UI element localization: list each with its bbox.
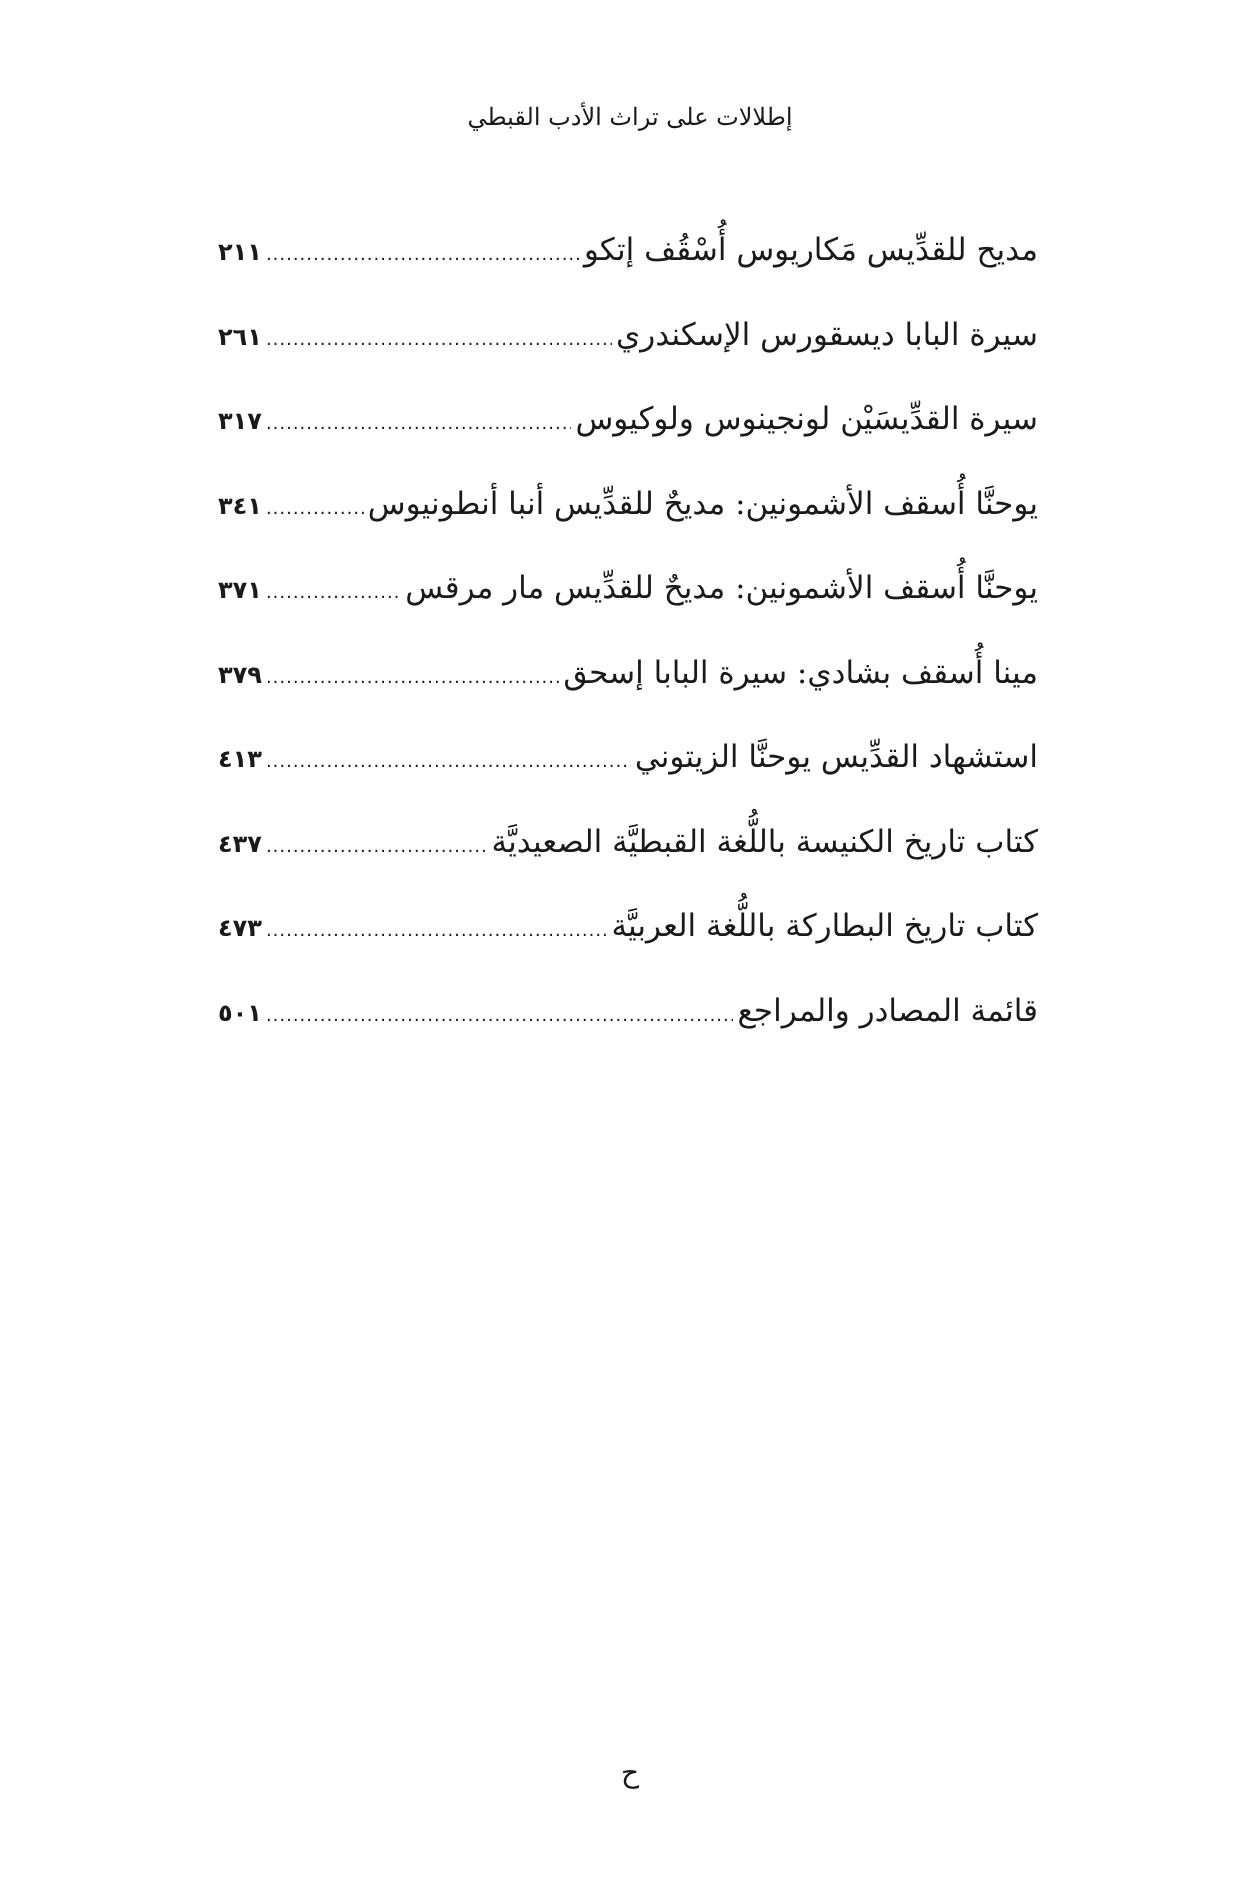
- toc-entry-page: ٤٧٣: [218, 914, 262, 942]
- toc-dot-leader: [266, 571, 401, 615]
- toc-dot-leader: [266, 487, 364, 531]
- toc-dot-leader: [266, 318, 612, 362]
- toc-entry: [218, 904, 1038, 989]
- toc-entry-title: سيرة البابا ديسقورس الإسكندري: [615, 316, 1038, 353]
- toc-entry-page: ٥٠١: [218, 998, 262, 1027]
- toc-entry-page: ٤٣٧: [218, 829, 262, 858]
- toc-entry: [218, 228, 1038, 313]
- toc-entry: [218, 651, 1038, 736]
- toc-entry: [218, 735, 1038, 820]
- toc-entry: [218, 566, 1038, 651]
- toc-entry-page: ٣٧١: [218, 576, 262, 604]
- toc-entry-page: ٣١٧: [218, 407, 262, 435]
- toc-dot-leader: [266, 656, 559, 700]
- toc-entry-page: ٣٧٩: [218, 660, 262, 689]
- toc-dot-leader: [266, 825, 488, 869]
- toc-entry: [218, 820, 1038, 905]
- toc-entry-title: استشهاد القدِّيس يوحنَّا الزيتوني: [634, 739, 1038, 775]
- toc-entry-title: يوحنَّا أُسقف الأشمونين: مديحٌ للقدِّيس مار مرقس: [405, 570, 1038, 606]
- toc-dot-leader: [266, 994, 733, 1038]
- toc-entry-page: ٢٦١: [218, 322, 262, 351]
- toc-entry-title: مينا أُسقف بشادي: سيرة البابا إسحق: [563, 654, 1038, 691]
- toc-entry-title: سيرة القدِّيسَيْن لونجينوس ولوكيوس: [575, 401, 1038, 437]
- toc-entry-page: ٣٤١: [218, 491, 262, 520]
- toc-entry: [218, 482, 1038, 567]
- toc-entry-title: يوحنَّا أُسقف الأشمونين: مديحٌ للقدِّيس أنبا أنطونيوس: [367, 485, 1038, 522]
- toc-entry-page: ٤١٣: [218, 745, 262, 773]
- table-of-contents: [218, 228, 1038, 1073]
- toc-dot-leader: [266, 740, 631, 784]
- toc-entry: [218, 397, 1038, 482]
- toc-dot-leader: [266, 233, 580, 277]
- toc-entry-title: كتاب تاريخ البطاركة باللُّغة العربيَّة: [611, 908, 1038, 944]
- running-header-title: إطلالات على تراث الأدب القبطي: [467, 103, 793, 131]
- toc-entry-title: قائمة المصادر والمراجع: [737, 992, 1038, 1029]
- page-number: ح: [620, 1756, 640, 1789]
- toc-dot-leader: [266, 909, 607, 953]
- toc-entry: [218, 313, 1038, 398]
- toc-entry-title: مديح للقدِّيس مَكاريوس أُسْقُف إتكو: [583, 232, 1038, 268]
- toc-entry: [218, 989, 1038, 1074]
- toc-entry-title: كتاب تاريخ الكنيسة باللُّغة القبطيَّة الصعيديَّة: [491, 823, 1038, 860]
- toc-dot-leader: [266, 402, 571, 446]
- toc-entry-page: ٢١١: [218, 238, 262, 266]
